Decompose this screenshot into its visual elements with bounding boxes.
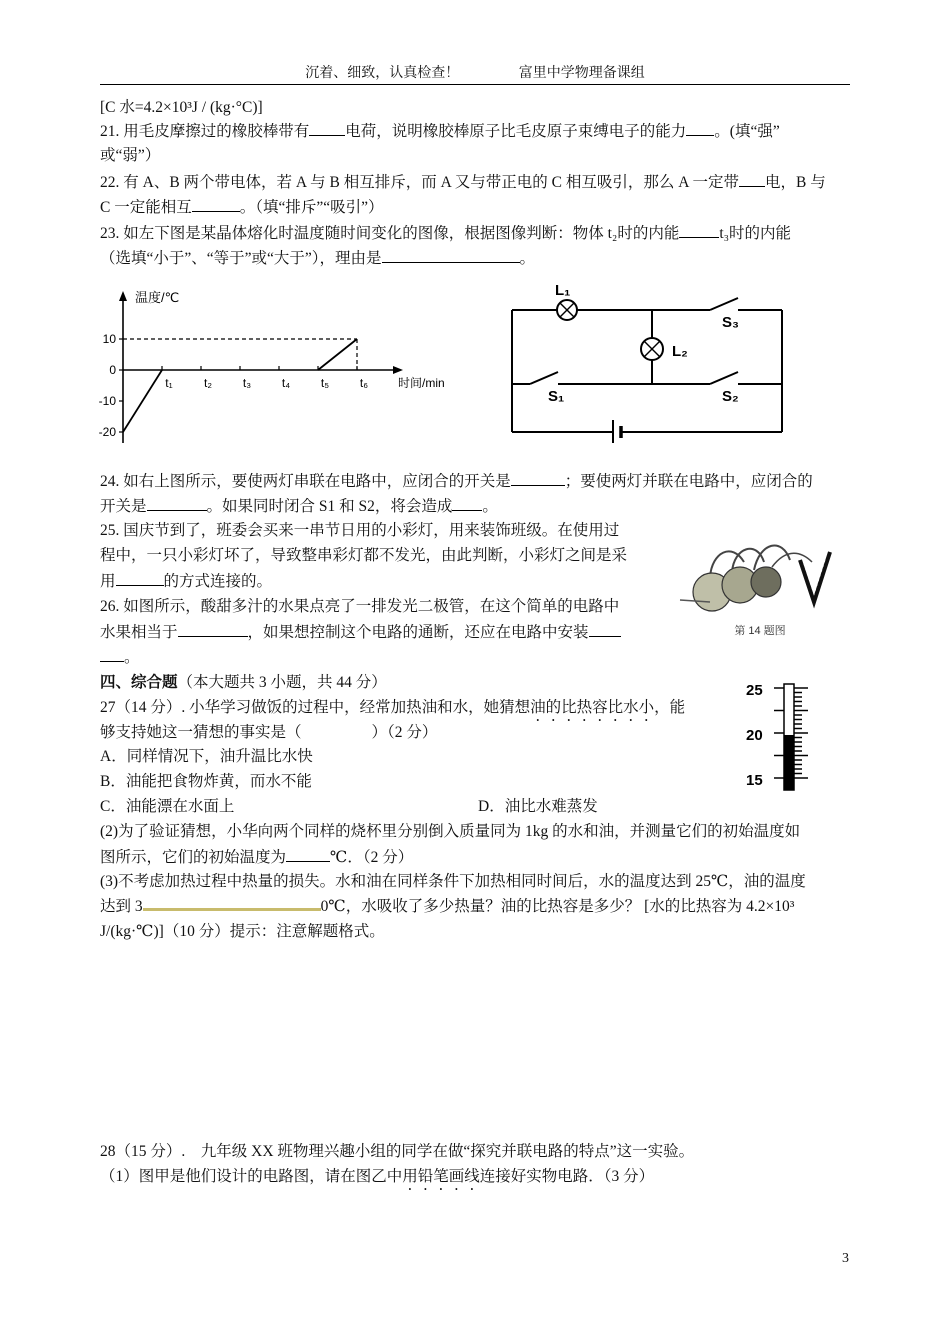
q27-p2b: 图所示，它们的初始温度为 (100, 849, 287, 866)
x-tick-label-3: t₄ (281, 376, 291, 390)
q24-blank-1[interactable] (511, 470, 565, 486)
q22-text-c: C 一定能相互 (100, 199, 192, 216)
header-group: 富里中学物理备课组 (518, 66, 645, 81)
q28-text-b1: （1）图甲是他们设计的电路图，请在图乙中 (100, 1168, 403, 1185)
temperature-segment-0 (123, 370, 162, 432)
y-tick-label-1: 0 (109, 363, 116, 377)
question-23-line1 (100, 222, 855, 245)
x-tick-label-5: t₆ (359, 376, 369, 390)
thermometer-liquid (784, 735, 794, 790)
question-21-line2: 或“弱”） (100, 147, 161, 164)
wire-4 (772, 553, 812, 567)
question-27-line1 (100, 697, 730, 725)
q27-part3-line1: (3)不考虑加热过程中热量的损失。水和油在同样条件下加热相同时间后，水的温度达到 25℃，油的温度 (100, 873, 806, 890)
switch-s3-blade (710, 298, 738, 310)
q27-text-a1: 27（14 分）. 小华学习做饭的过程中，经常加热油和水，她猜想 (100, 699, 531, 716)
q21-blank-2[interactable] (686, 120, 714, 136)
q26-text-b: 水果相当于 (100, 624, 178, 641)
page-header (100, 62, 850, 85)
x-tick-label-2: t₃ (242, 376, 252, 390)
question-28-line2 (100, 1166, 855, 1194)
thermometer-label-25: 25 (746, 682, 763, 699)
q28-text-b3: 连接好实物电路．（3 分） (479, 1168, 655, 1185)
q24-text-b: ；要使两灯并联在电路中，应闭合的 (564, 473, 813, 490)
question-26-line3 (100, 646, 855, 669)
fruit-battery-photo (672, 522, 850, 637)
x-tick-label-4: t₅ (320, 376, 330, 390)
x-tick-label-0: t₁ (165, 376, 173, 390)
thermometer-label-20: 20 (746, 727, 763, 744)
page-number: 3 (842, 1251, 849, 1266)
q22-blank-2[interactable] (192, 196, 240, 212)
q27-part3-line3: J/(kg·℃)]（10 分）提示：注意解题格式。 (100, 923, 385, 940)
q27-text-b: 够支持她这一猜想的事实是（ (100, 724, 302, 741)
q24-text-d: 。如果同时闭合 S1 和 S2，将会造成 (206, 498, 453, 515)
q27-option-a[interactable]: A．同样情况下，油升温比水快 (100, 748, 313, 765)
y-tick-label-3: -20 (98, 425, 116, 439)
q27-p2c: ℃．（2 分） (330, 849, 414, 866)
melting-temperature-chart (90, 283, 480, 453)
specific-heat-formula: [C 水=4.2×10³J / (kg·°C)] (100, 99, 263, 116)
y-tick-label-0: 10 (102, 332, 116, 346)
fruit-3 (751, 567, 781, 597)
section-4-desc: （本大题共 3 小题，共 44 分） (177, 674, 387, 691)
q24-text-a: 24. 如右上图所示，要使两灯串联在电路中，应闭合的开关是 (100, 473, 511, 490)
q24-text-c: 开关是 (100, 498, 147, 515)
question-22-line2 (100, 196, 855, 219)
q27-p3b1: 达到 3 (100, 898, 143, 915)
q27-emphasis: 油的比热容比水小 (530, 699, 655, 716)
q24-blank-2[interactable] (147, 495, 207, 511)
q23-text-a: 23. 如左下图是某晶体熔化时温度随时间变化的图像，根据图像判断：物体 t₂时的内能 (100, 225, 680, 242)
header-motto: 沉着、细致，认真检查！ (305, 66, 460, 81)
q21-text-a: 21. 用毛皮摩擦过的橡胶棒带有 (100, 123, 310, 140)
q25-blank[interactable] (116, 570, 164, 586)
circuit-diagram (500, 280, 800, 445)
q23-blank-1[interactable] (679, 222, 719, 238)
switch-s2-blade (710, 372, 738, 384)
q26-text-d: 。 (124, 649, 140, 666)
label-s2: S₂ (722, 388, 739, 405)
q26-text-c: ，如果想控制这个电路的通断，还应在电路中安装 (247, 624, 589, 641)
question-28-line1: 28（15 分）. 九年级 XX 班物理兴趣小组的同学在做“探究并联电路的特点”这一实验。 (100, 1143, 695, 1160)
q21-text-c: 。(填“强” (714, 123, 780, 140)
q25-text-c: 用 (100, 573, 116, 590)
led-strip (800, 552, 830, 602)
q27-text-b2: ）（2 分） (371, 724, 438, 741)
switch-s1-blade (530, 372, 558, 384)
q27-p3b2: 0℃，水吸收了多少热量？油的比热容是多少？ [水的比热容为 4.2×10³ (320, 898, 795, 915)
question-26-line2 (100, 621, 670, 644)
question-23-line2 (100, 247, 855, 270)
q25-text-d: 的方式连接的。 (163, 573, 273, 590)
q27-temp-blank[interactable] (286, 846, 330, 862)
q23-text-d: 。 (519, 250, 536, 267)
q23-blank-2[interactable] (382, 247, 520, 263)
question-25-line3 (100, 570, 670, 593)
y-tick-label-2: -10 (98, 394, 116, 408)
q23-text-b: t₃时的内能 (719, 225, 792, 242)
y-axis-label: 温度/℃ (135, 290, 180, 305)
question-24-line2 (100, 495, 855, 518)
figure-14-caption: 第 14 题图 (734, 625, 786, 637)
question-24-line1 (100, 470, 855, 493)
q27-option-c[interactable]: C．油能漂在水面上 (100, 798, 235, 815)
q24-text-e: 。 (482, 498, 498, 515)
x-axis-label: 时间/min (398, 376, 445, 390)
q23-text-c: （选填“小于”、“等于”或“大于”），理由是 (100, 250, 382, 267)
q27-option-b[interactable]: B．油能把食物炸黄，而水不能 (100, 773, 312, 790)
q27-option-d[interactable]: D．油比水难蒸发 (478, 798, 598, 815)
question-25-line1: 25. 国庆节到了，班委会买来一串节日用的小彩灯，用来装饰班级。在使用过 (100, 522, 620, 539)
q22-text-d: 。（填“排斥”“吸引”） (239, 199, 384, 216)
q26-blank-2a[interactable] (589, 621, 621, 637)
question-21-line1 (100, 120, 855, 143)
q27-text-a3: ，能 (654, 699, 686, 716)
thermometer-figure (740, 680, 840, 795)
label-s3: S₃ (722, 314, 739, 331)
q27-part2-line2 (100, 846, 855, 869)
q28-emphasis: 用铅笔画线 (402, 1168, 480, 1185)
q22-text-b: 电，B 与 (764, 174, 826, 191)
question-22-line1 (100, 171, 855, 194)
q26-blank-2b[interactable] (100, 646, 124, 662)
q24-blank-3[interactable] (452, 495, 482, 511)
section-4-title: 四、综合题 (100, 674, 178, 691)
label-l1: L₁ (555, 282, 571, 299)
label-l2: L₂ (672, 343, 688, 360)
temperature-segment-2 (318, 339, 357, 370)
q27-part3-line2 (100, 896, 855, 918)
x-axis-arrow (393, 366, 403, 374)
question-26-line1: 26. 如图所示，酸甜多汁的水果点亮了一排发光二极管，在这个简单的电路中 (100, 598, 620, 615)
highlight-underline (143, 896, 321, 911)
q22-text-a: 22. 有 A、B 两个带电体，若 A 与 B 相互排斥，而 A 又与带正电的 C 相互吸引，那么 A 一定带 (100, 174, 739, 191)
q27-part2-line1: (2)为了验证猜想，小华向两个同样的烧杯里分别倒入质量同为 1kg 的水和油，并测量它们的初始温度如 (100, 823, 801, 840)
x-tick-label-1: t₂ (204, 376, 212, 390)
question-25-line2: 程中，一只小彩灯坏了，导致整串彩灯都不发光，由此判断，小彩灯之间是采 (100, 547, 628, 564)
label-s1: S₁ (548, 388, 565, 405)
y-axis-arrow (119, 291, 127, 301)
q26-blank-1[interactable] (178, 621, 248, 637)
q22-blank-1[interactable] (739, 171, 765, 187)
q21-blank-1[interactable] (309, 120, 345, 136)
q21-text-b: 电荷，说明橡胶棒原子比毛皮原子束缚电子的能力 (345, 123, 687, 140)
thermometer-label-15: 15 (746, 772, 763, 789)
